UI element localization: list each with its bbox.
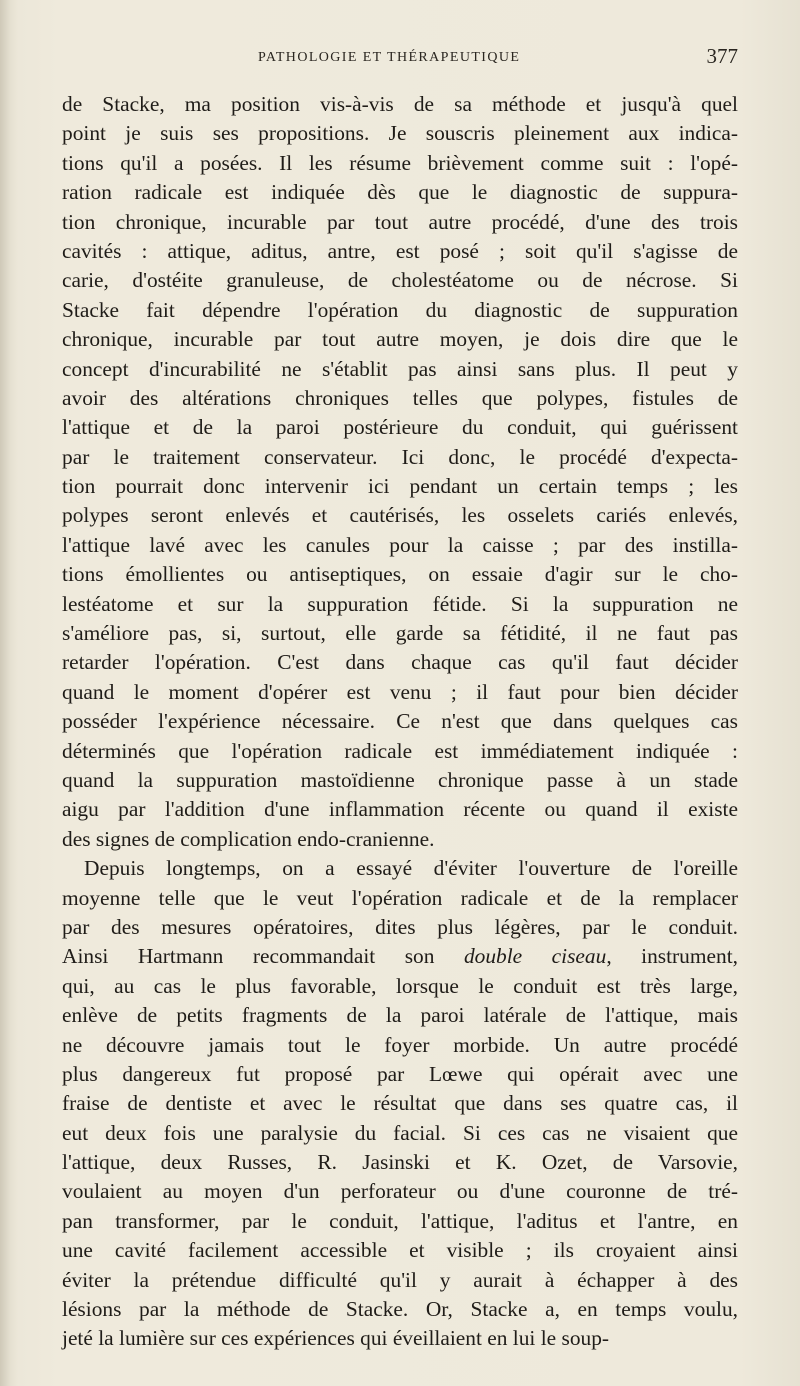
- text-line: polypes seront enlevés et cautérisés, les osselets cariés enlevés,: [62, 503, 738, 528]
- text-line: voulaient au moyen d'un perforateur ou d'une couronne de tré-: [62, 1179, 738, 1204]
- text-line: lestéatome et sur la suppuration fétide. Si la suppuration ne: [62, 591, 738, 616]
- text-line: concept d'incurabilité ne s'établit pas ainsi sans plus. Il peut y: [62, 356, 738, 381]
- text-line: par le traitement conservateur. Ici donc, le procédé d'expecta-: [62, 444, 738, 469]
- text-line: Depuis longtemps, on a essayé d'éviter l'ouverture de l'oreille: [84, 856, 738, 881]
- text-line: quand le moment d'opérer est venu ; il faut pour bien décider: [62, 679, 738, 704]
- text-line: jeté la lumière sur ces expériences qui éveillaient en lui le soup-: [62, 1326, 610, 1351]
- text-line: éviter la prétendue difficulté qu'il y aurait à échapper à des: [62, 1267, 738, 1292]
- page-number: 377: [706, 44, 738, 68]
- text-line: cavités : attique, aditus, antre, est posé ; soit qu'il s'agisse de: [62, 238, 738, 263]
- text-line: ne découvre jamais tout le foyer morbide. Un autre procédé: [62, 1032, 738, 1057]
- text-line: carie, d'ostéite granuleuse, de cholestéatome ou de nécrose. Si: [62, 268, 738, 293]
- text-line: tion pourrait donc intervenir ici pendant un certain temps ; les: [62, 474, 738, 499]
- page-gutter: [0, 0, 10, 1386]
- text-line: avoir des altérations chroniques telles que polypes, fistules de: [62, 385, 738, 410]
- text-line: point je suis ses propositions. Je souscris pleinement aux indica-: [62, 121, 738, 146]
- text-line: tions qu'il a posées. Il les résume brièvement comme suit : l'opé-: [62, 150, 738, 175]
- paragraph: [62, 854, 738, 1354]
- text-line: lésions par la méthode de Stacke. Or, Stacke a, en temps voulu,: [62, 1297, 738, 1322]
- text-line: moyenne telle que le veut l'opération radicale et de la remplacer: [62, 885, 738, 910]
- text-line: qui, au cas le plus favorable, lorsque le conduit est très large,: [62, 973, 738, 998]
- text-line: fraise de dentiste et avec le résultat que dans ses quatre cas, il: [62, 1091, 738, 1116]
- text-line: Stacke fait dépendre l'opération du diagnostic de suppuration: [62, 297, 738, 322]
- text-line: plus dangereux fut proposé par Lœwe qui opérait avec une: [62, 1061, 738, 1086]
- paragraph: [62, 90, 738, 854]
- text-line: une cavité facilement accessible et visible ; ils croyaient ainsi: [62, 1238, 738, 1263]
- text-line: posséder l'expérience nécessaire. Ce n'est que dans quelques cas: [62, 709, 738, 734]
- text-line: l'attique lavé avec les canules pour la caisse ; par des instilla-: [62, 532, 738, 557]
- text-line: ration radicale est indiquée dès que le diagnostic de suppura-: [62, 180, 738, 205]
- running-head: [62, 44, 738, 74]
- text-line: de Stacke, ma position vis-à-vis de sa méthode et jusqu'à quel: [62, 92, 738, 116]
- text-line: aigu par l'addition d'une inflammation récente ou quand il existe: [62, 797, 738, 822]
- body-text: [62, 90, 738, 1354]
- running-title: PATHOLOGIE ET THÉRAPEUTIQUE: [258, 50, 521, 65]
- text-line: chronique, incurable par tout autre moyen, je dois dire que le: [62, 327, 738, 352]
- text-line: des signes de complication endo-cranienne.: [62, 826, 435, 851]
- text-line: eut deux fois une paralysie du facial. Si ces cas ne visaient que: [62, 1120, 738, 1145]
- text-line: Ainsi Hartmann recommandait son double ciseau, instrument,: [62, 944, 738, 969]
- text-line: l'attique et de la paroi postérieure du conduit, qui guérissent: [62, 415, 738, 440]
- text-line: l'attique, deux Russes, R. Jasinski et K. Ozet, de Varsovie,: [62, 1150, 738, 1175]
- text-line: par des mesures opératoires, dites plus légères, par le conduit.: [62, 914, 738, 939]
- italic-phrase: double ciseau: [463, 944, 607, 969]
- text-line: enlève de petits fragments de la paroi latérale de l'attique, mais: [62, 1003, 738, 1028]
- text-line: déterminés que l'opération radicale est immédiatement indiquée :: [62, 738, 738, 763]
- text-line: tion chronique, incurable par tout autre procédé, d'une des trois: [62, 209, 738, 234]
- text-line: pan transformer, par le conduit, l'attique, l'aditus et l'antre, en: [62, 1208, 738, 1233]
- text-line: s'améliore pas, si, surtout, elle garde sa fétidité, il ne faut pas: [62, 621, 738, 646]
- text-line: quand la suppuration mastoïdienne chronique passe à un stade: [62, 767, 738, 792]
- text-line: tions émollientes ou antiseptiques, on essaie d'agir sur le cho-: [62, 562, 738, 587]
- text-line: retarder l'opération. C'est dans chaque cas qu'il faut décider: [62, 650, 738, 675]
